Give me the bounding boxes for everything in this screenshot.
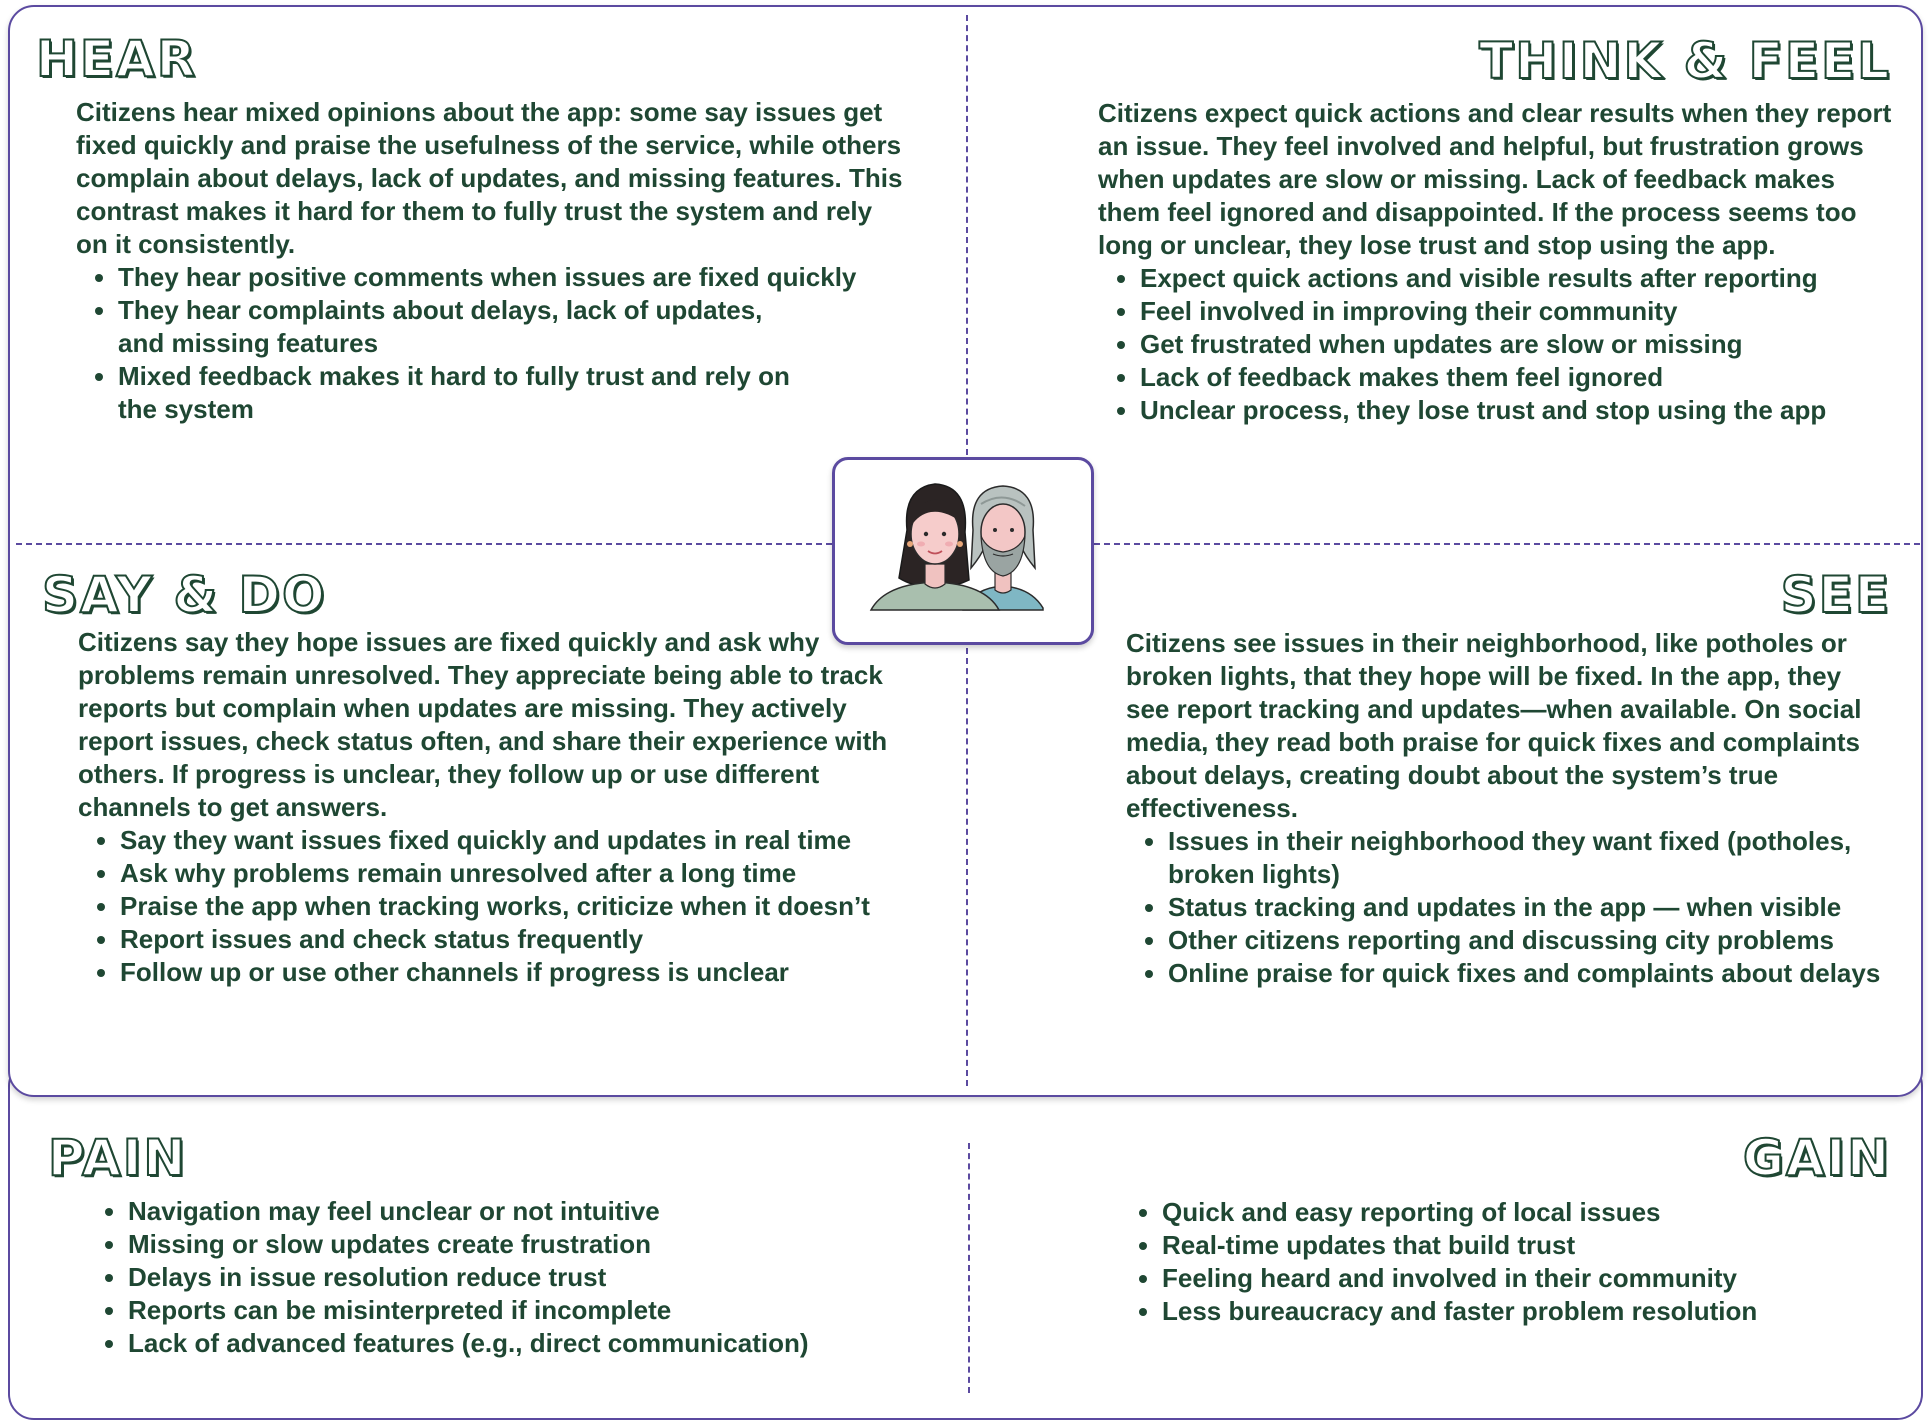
- horizontal-divider-right: [1094, 543, 1920, 545]
- persona-avatars-icon: [835, 460, 1091, 642]
- vertical-divider-bottom: [968, 1143, 970, 1393]
- see-bullets: [1126, 825, 1886, 990]
- say-do-paragraph: Citizens say they hope issues are fixed quickly and ask why problems remain unresolved. They appreciate being able to track reports but complain when updates are missing. They actively report issues, check status often, and share their experience with others. If progress is unclear, they follow up or use different channels to get answers.: [78, 627, 888, 822]
- pain-bullets: [86, 1195, 906, 1360]
- gain-title: GAIN: [1742, 1129, 1891, 1187]
- gain-bullet: • Real-time updates that build trust: [1162, 1229, 1880, 1262]
- think-feel-bullet: • Feel involved in improving their community: [1140, 295, 1898, 328]
- think-feel-bullet: • Unclear process, they lose trust and stop using the app: [1140, 394, 1898, 427]
- see-section: [1126, 627, 1886, 990]
- pain-bullet: • Reports can be misinterpreted if incomplete: [128, 1294, 906, 1327]
- think-feel-bullet: • Expect quick actions and visible results after reporting: [1140, 262, 1898, 295]
- hear-section: [76, 96, 906, 426]
- say-do-bullet: • Say they want issues fixed quickly and updates in real time: [120, 824, 898, 857]
- hear-bullet: • They hear complaints about delays, lack of updates, and missing features: [118, 294, 798, 360]
- gain-section: [1120, 1196, 1880, 1328]
- pain-bullet: • Missing or slow updates create frustration: [128, 1228, 906, 1261]
- think-feel-bullets: [1098, 262, 1898, 427]
- hear-bullets: [76, 261, 906, 426]
- hear-bullet: • They hear positive comments when issues are fixed quickly: [118, 261, 906, 294]
- think-feel-paragraph: Citizens expect quick actions and clear results when they report an issue. They feel involved and helpful, but frustration grows when updates are slow or missing. Lack of feedback makes them feel ignored and disappointed. If the process seems too long or unclear, they lose trust and stop using the app.: [1098, 98, 1892, 260]
- see-title: SEE: [1780, 566, 1891, 624]
- see-bullet: • Online praise for quick fixes and complaints about delays: [1168, 957, 1886, 990]
- think-feel-bullet: • Lack of feedback makes them feel ignored: [1140, 361, 1898, 394]
- vertical-divider-top: [966, 15, 968, 455]
- see-bullet: • Issues in their neighborhood they want fixed (potholes, broken lights): [1168, 825, 1886, 891]
- say-do-bullet: • Report issues and check status frequently: [120, 923, 898, 956]
- say-do-bullet: • Follow up or use other channels if progress is unclear: [120, 956, 898, 989]
- pain-bullet: • Navigation may feel unclear or not intuitive: [128, 1195, 906, 1228]
- think-feel-title: THINK & FEEL: [1479, 32, 1891, 90]
- say-do-bullets: [78, 824, 898, 989]
- gain-bullets: [1120, 1196, 1880, 1328]
- hear-paragraph: Citizens hear mixed opinions about the app: some say issues get fixed quickly and praise the usefulness of the service, while others complain about delays, lack of updates, and missing features. This contrast makes it hard for them to fully trust the system and rely on it consistently.: [76, 97, 903, 259]
- hear-bullet: • Mixed feedback makes it hard to fully trust and rely on the system: [118, 360, 818, 426]
- see-paragraph: Citizens see issues in their neighborhood, like potholes or broken lights, that they hope will be fixed. In the app, they see report tracking and updates—when available. On social media, they read both praise for quick fixes and complaints about delays, creating doubt about the system’s true effectiveness.: [1126, 628, 1862, 823]
- gain-bullet: • Less bureaucracy and faster problem resolution: [1162, 1295, 1880, 1328]
- say-do-bullet: • Praise the app when tracking works, criticize when it doesn’t: [120, 890, 898, 923]
- pain-section: [86, 1195, 906, 1360]
- horizontal-divider-left: [16, 543, 832, 545]
- gain-bullet: • Quick and easy reporting of local issues: [1162, 1196, 1880, 1229]
- think-feel-section: [1098, 97, 1898, 427]
- persona-card: [832, 457, 1094, 645]
- say-do-section: [78, 626, 898, 989]
- gain-bullet: • Feeling heard and involved in their community: [1162, 1262, 1880, 1295]
- think-feel-bullet: • Get frustrated when updates are slow or missing: [1140, 328, 1898, 361]
- say-do-bullet: • Ask why problems remain unresolved after a long time: [120, 857, 898, 890]
- hear-title: HEAR: [36, 30, 198, 88]
- pain-title: PAIN: [48, 1129, 188, 1187]
- see-bullet: • Other citizens reporting and discussing city problems: [1168, 924, 1886, 957]
- see-bullet: • Status tracking and updates in the app — when visible: [1168, 891, 1886, 924]
- say-do-title: SAY & DO: [42, 566, 327, 624]
- vertical-divider-middle: [966, 648, 968, 1086]
- pain-bullet: • Lack of advanced features (e.g., direct communication): [128, 1327, 906, 1360]
- pain-bullet: • Delays in issue resolution reduce trust: [128, 1261, 906, 1294]
